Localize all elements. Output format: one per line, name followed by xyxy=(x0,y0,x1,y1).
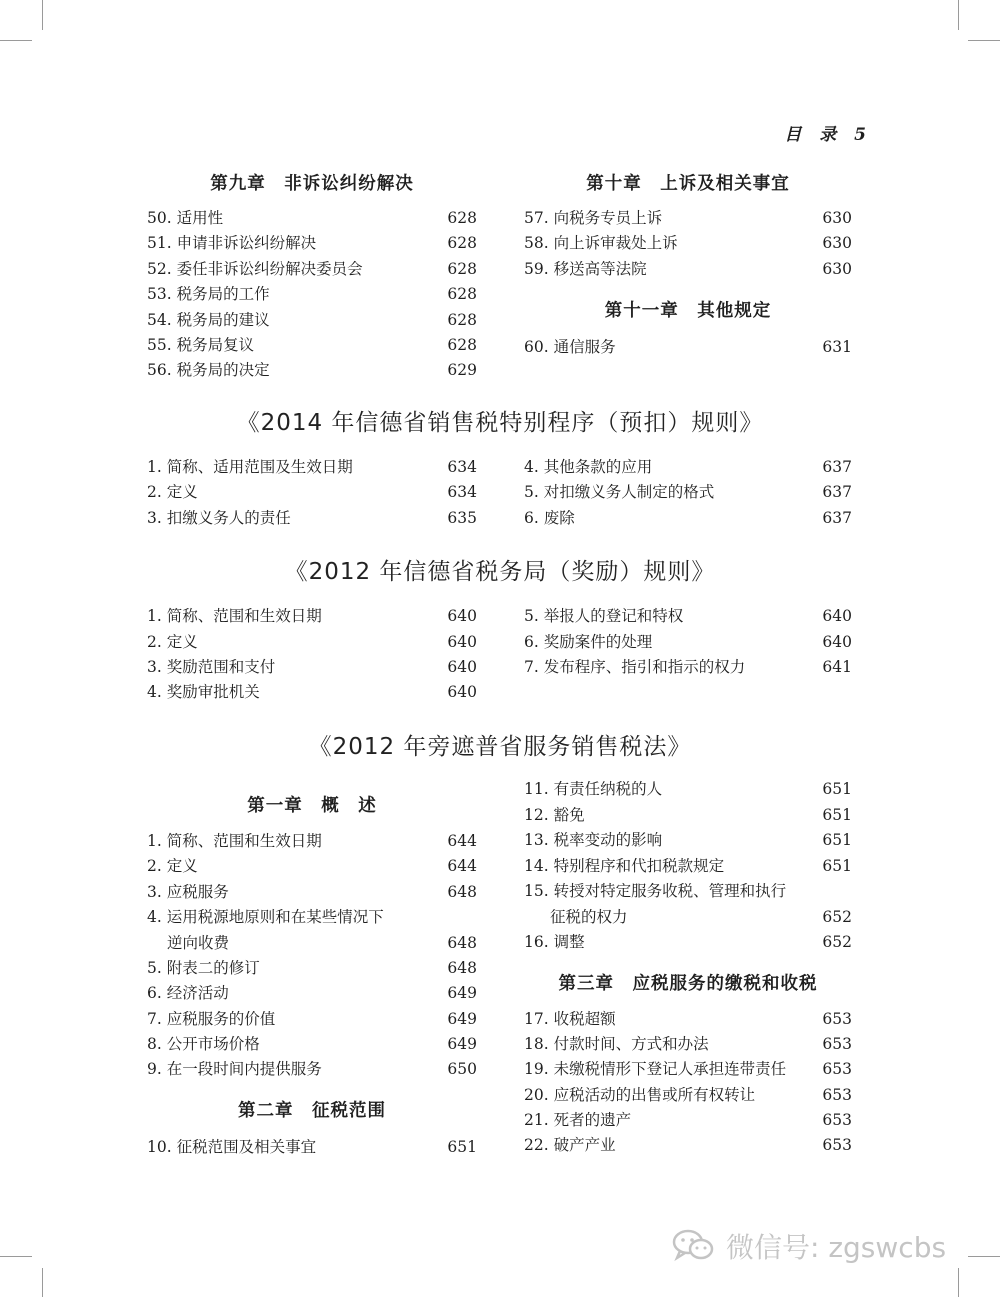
toc-entry[interactable] xyxy=(147,880,477,905)
entry-page: 652 xyxy=(822,933,852,951)
toc-entry[interactable] xyxy=(147,480,477,505)
entry-page: 630 xyxy=(822,209,852,227)
toc-entry[interactable] xyxy=(147,308,477,333)
toc-entry[interactable] xyxy=(524,905,852,930)
entry-title: 1. 简称、范围和生效日期 xyxy=(147,832,322,850)
entry-title: 3. 奖励范围和支付 xyxy=(147,658,276,676)
toc-entry[interactable] xyxy=(524,777,852,802)
entry-title: 14. 特别程序和代扣税款规定 xyxy=(524,857,725,875)
toc-entry[interactable] xyxy=(147,358,477,383)
toc-entry[interactable] xyxy=(524,630,852,655)
toc-entry[interactable] xyxy=(524,1133,852,1158)
crop-mark xyxy=(42,1268,43,1297)
crop-mark xyxy=(958,1268,959,1297)
crop-mark xyxy=(968,1256,1000,1257)
entry-title: 1. 简称、适用范围及生效日期 xyxy=(147,458,353,476)
section-title: 《2012 年信德省税务局（奖励）规则》 xyxy=(284,559,716,585)
entry-page: 644 xyxy=(447,857,477,875)
toc-entry-line[interactable]: 15. 转授对特定服务收税、管理和执行 xyxy=(524,882,787,900)
crop-mark xyxy=(0,40,32,41)
entry-title: 2. 定义 xyxy=(147,483,198,501)
entry-page: 651 xyxy=(822,780,852,798)
toc-entry[interactable] xyxy=(147,333,477,358)
chapter-heading: 第十一章 其他规定 xyxy=(604,301,772,321)
toc-entry[interactable] xyxy=(147,1135,477,1160)
entry-title: 52. 委任非诉讼纠纷解决委员会 xyxy=(147,260,363,278)
toc-entry[interactable] xyxy=(147,506,477,531)
entry-title: 56. 税务局的决定 xyxy=(147,361,270,379)
crop-mark xyxy=(0,1256,32,1257)
entry-page: 644 xyxy=(447,832,477,850)
toc-entry[interactable] xyxy=(524,257,852,282)
toc-entry[interactable] xyxy=(147,604,477,629)
entry-title: 3. 扣缴义务人的责任 xyxy=(147,509,291,527)
toc-entry[interactable] xyxy=(147,630,477,655)
entry-title: 50. 适用性 xyxy=(147,209,224,227)
entry-title: 4. 其他条款的应用 xyxy=(524,458,653,476)
entry-page: 651 xyxy=(822,806,852,824)
toc-entry[interactable] xyxy=(147,854,477,879)
entry-title: 12. 豁免 xyxy=(524,806,585,824)
entry-page: 635 xyxy=(447,509,477,527)
entry-page: 648 xyxy=(447,959,477,977)
entry-page: 630 xyxy=(822,234,852,252)
toc-entry[interactable] xyxy=(147,956,477,981)
entry-page: 653 xyxy=(822,1136,852,1154)
toc-entry[interactable] xyxy=(524,335,852,360)
watermark-text: 微信号: zgswcbs xyxy=(726,1231,947,1264)
entry-title: 8. 公开市场价格 xyxy=(147,1035,260,1053)
toc-entry[interactable] xyxy=(524,1108,852,1133)
crop-mark xyxy=(958,0,959,30)
entry-page: 640 xyxy=(822,607,852,625)
entry-page: 629 xyxy=(447,361,477,379)
entry-page: 640 xyxy=(447,633,477,651)
entry-page: 649 xyxy=(447,984,477,1002)
entry-title: 2. 定义 xyxy=(147,633,198,651)
entry-title: 59. 移送高等法院 xyxy=(524,260,647,278)
entry-title: 55. 税务局复议 xyxy=(147,336,255,354)
entry-title: 10. 征税范围及相关事宜 xyxy=(147,1138,317,1156)
entry-title: 3. 应税服务 xyxy=(147,883,229,901)
toc-entry[interactable] xyxy=(147,680,477,705)
entry-page: 640 xyxy=(822,633,852,651)
entry-title: 11. 有责任纳税的人 xyxy=(524,780,663,798)
toc-entry[interactable] xyxy=(147,455,477,480)
entry-title: 9. 在一段时间内提供服务 xyxy=(147,1060,322,1078)
entry-page: 634 xyxy=(447,458,477,476)
toc-entry-line[interactable]: 4. 运用税源地原则和在某些情况下 xyxy=(147,908,384,926)
entry-page: 640 xyxy=(447,607,477,625)
toc-entry[interactable] xyxy=(147,1057,477,1082)
entry-title: 20. 应税活动的出售或所有权转让 xyxy=(524,1086,756,1104)
entry-page: 653 xyxy=(822,1086,852,1104)
entry-title: 7. 发布程序、指引和指示的权力 xyxy=(524,658,746,676)
entry-page: 637 xyxy=(822,509,852,527)
chapter-heading: 第一章 概 述 xyxy=(247,796,377,816)
toc-entry[interactable] xyxy=(524,1057,852,1082)
entry-page: 631 xyxy=(822,338,852,356)
entry-title: 57. 向税务专员上诉 xyxy=(524,209,663,227)
entry-page: 628 xyxy=(447,260,477,278)
entry-page: 648 xyxy=(447,934,477,952)
toc-entry[interactable] xyxy=(524,1032,852,1057)
toc-entry[interactable] xyxy=(147,931,477,956)
entry-page: 649 xyxy=(447,1035,477,1053)
toc-entry[interactable] xyxy=(147,282,477,307)
entry-page: 640 xyxy=(447,658,477,676)
entry-title: 13. 税率变动的影响 xyxy=(524,831,663,849)
entry-page: 648 xyxy=(447,883,477,901)
toc-entry[interactable] xyxy=(524,231,852,256)
entry-title: 5. 对扣缴义务人制定的格式 xyxy=(524,483,715,501)
entry-page: 653 xyxy=(822,1060,852,1078)
entry-title: 6. 经济活动 xyxy=(147,984,229,1002)
entry-title: 2. 定义 xyxy=(147,857,198,875)
toc-entry[interactable] xyxy=(524,480,852,505)
toc-entry[interactable] xyxy=(524,206,852,231)
chapter-heading: 第三章 应税服务的缴税和收税 xyxy=(558,974,818,994)
entry-title: 51. 申请非诉讼纠纷解决 xyxy=(147,234,317,252)
entry-title: 22. 破产产业 xyxy=(524,1136,616,1154)
entry-title-continued: 逆向收费 xyxy=(167,934,230,952)
entry-title: 4. 奖励审批机关 xyxy=(147,683,260,701)
toc-entry[interactable] xyxy=(524,506,852,531)
entry-page: 637 xyxy=(822,483,852,501)
toc-entry[interactable] xyxy=(524,655,852,680)
toc-entry[interactable] xyxy=(524,1083,852,1108)
toc-entry[interactable] xyxy=(147,257,477,282)
entry-page: 651 xyxy=(822,831,852,849)
toc-entry[interactable] xyxy=(147,1032,477,1057)
entry-page: 630 xyxy=(822,260,852,278)
toc-entry[interactable] xyxy=(147,206,477,231)
toc-entry[interactable] xyxy=(147,981,477,1006)
entry-page: 637 xyxy=(822,458,852,476)
entry-page: 649 xyxy=(447,1010,477,1028)
entry-title: 18. 付款时间、方式和办法 xyxy=(524,1035,709,1053)
entry-title: 16. 调整 xyxy=(524,933,585,951)
entry-page: 651 xyxy=(447,1138,477,1156)
entry-title: 19. 未缴税情形下登记人承担连带责任 xyxy=(524,1060,787,1078)
section-title: 《2012 年旁遮普省服务销售税法》 xyxy=(308,734,692,760)
entry-title: 17. 收税超额 xyxy=(524,1010,616,1028)
entry-title: 5. 附表二的修订 xyxy=(147,959,260,977)
entry-page: 641 xyxy=(822,658,852,676)
entry-page: 628 xyxy=(447,336,477,354)
toc-entry[interactable] xyxy=(147,829,477,854)
crop-mark xyxy=(968,40,1000,41)
entry-page: 653 xyxy=(822,1111,852,1129)
entry-title: 1. 简称、范围和生效日期 xyxy=(147,607,322,625)
entry-title: 54. 税务局的建议 xyxy=(147,311,270,329)
entry-title: 6. 奖励案件的处理 xyxy=(524,633,653,651)
entry-page: 652 xyxy=(822,908,852,926)
entry-title: 21. 死者的遗产 xyxy=(524,1111,632,1129)
entry-page: 653 xyxy=(822,1010,852,1028)
section-title: 《2014 年信德省销售税特别程序（预扣）规则》 xyxy=(236,410,764,436)
entry-page: 653 xyxy=(822,1035,852,1053)
toc-entry[interactable] xyxy=(147,1007,477,1032)
entry-title: 53. 税务局的工作 xyxy=(147,285,270,303)
toc-entry[interactable] xyxy=(524,1007,852,1032)
entry-page: 628 xyxy=(447,311,477,329)
entry-page: 628 xyxy=(447,209,477,227)
entry-title: 60. 通信服务 xyxy=(524,338,616,356)
toc-entry[interactable] xyxy=(147,655,477,680)
toc-entry[interactable] xyxy=(147,231,477,256)
entry-title: 5. 举报人的登记和特权 xyxy=(524,607,684,625)
crop-mark xyxy=(42,0,43,30)
toc-entry[interactable] xyxy=(524,803,852,828)
entry-page: 628 xyxy=(447,285,477,303)
toc-entry[interactable] xyxy=(524,604,852,629)
entry-page: 628 xyxy=(447,234,477,252)
entry-title: 58. 向上诉审裁处上诉 xyxy=(524,234,678,252)
entry-title: 6. 废除 xyxy=(524,509,575,527)
toc-entry[interactable] xyxy=(524,854,852,879)
toc-entry[interactable] xyxy=(524,828,852,853)
wechat-icon xyxy=(672,1228,716,1264)
chapter-heading: 第二章 征税范围 xyxy=(238,1101,386,1121)
entry-page: 640 xyxy=(447,683,477,701)
entry-title-continued: 征税的权力 xyxy=(550,908,628,926)
entry-page: 634 xyxy=(447,483,477,501)
entry-title: 7. 应税服务的价值 xyxy=(147,1010,276,1028)
toc-entry[interactable] xyxy=(524,930,852,955)
entry-page: 651 xyxy=(822,857,852,875)
chapter-heading: 第十章 上诉及相关事宜 xyxy=(586,174,790,194)
running-head: 目 录 5 xyxy=(784,125,872,145)
toc-entry[interactable] xyxy=(524,455,852,480)
watermark xyxy=(672,1226,946,1266)
entry-page: 650 xyxy=(447,1060,477,1078)
chapter-heading: 第九章 非诉讼纠纷解决 xyxy=(210,174,414,194)
